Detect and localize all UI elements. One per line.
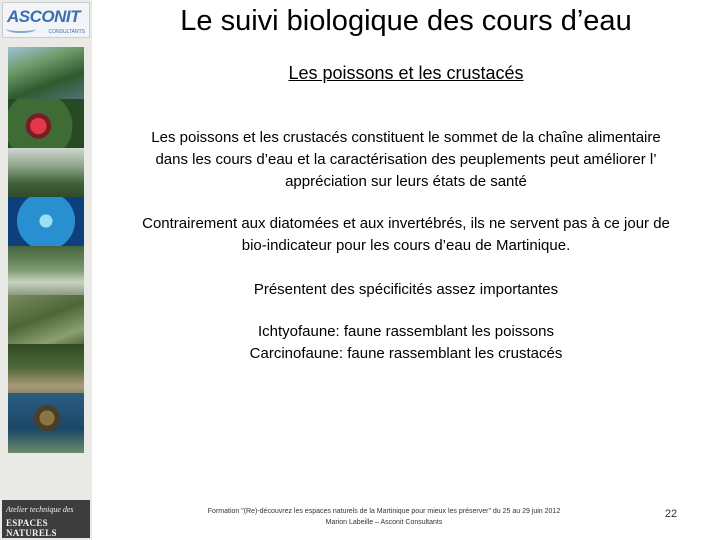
- slide-subtitle: Les poissons et les crustacés: [288, 63, 524, 83]
- turtle-shape: [30, 405, 64, 431]
- coastline-photo: [8, 47, 84, 107]
- paragraph1-line: dans les cours d’eau et la caractérisation des peuplements peut améliorer l’: [155, 151, 657, 168]
- paragraph-bio-indicator: [100, 213, 712, 257]
- definition-ichtyofaune: Ichtyofaune: faune rassemblant les poissons: [257, 323, 554, 340]
- logo-text: ASCONIT: [7, 7, 80, 26]
- paragraph-food-chain: [100, 127, 712, 193]
- slide-footer: [150, 506, 618, 528]
- atelier-badge: [2, 500, 90, 538]
- paragraph1-line: Les poissons et les crustacés constituent le sommet de la chaîne alimentaire: [151, 129, 661, 146]
- paragraph2-line: Contrairement aux diatomées et aux invertébrés, ils ne servent pas à ce jour de: [142, 215, 670, 232]
- footer-line2: Marion Labeille – Asconit Consultants: [325, 519, 443, 526]
- paragraph3-line: Présentent des spécificités assez importantes: [253, 281, 559, 298]
- footer-line1: Formation "(Re)-découvrez les espaces naturels de la Martinique pour mieux les préserver" du 25 au 29 juin 2012: [207, 508, 561, 515]
- sea-turtle-photo: [8, 393, 84, 453]
- left-sidebar: [0, 0, 92, 540]
- logo-subtext: CONSULTANTS: [48, 29, 85, 35]
- paragraph2-line: bio-indicateur pour les cours d’eau de Martinique.: [241, 237, 571, 254]
- paragraph-definitions: [100, 321, 712, 365]
- paragraph-specificities: [100, 279, 712, 301]
- definition-carcinofaune: Carcinofaune: faune rassemblant les crustacés: [249, 345, 563, 362]
- atelier-line1: Atelier technique des: [6, 505, 74, 514]
- atelier-line2: ESPACES NATURELS: [6, 518, 57, 538]
- asconit-logo: [2, 2, 90, 38]
- paragraph1-line: appréciation sur leurs états de santé: [285, 173, 527, 190]
- logo-swoosh-icon: [6, 25, 36, 33]
- page-number: 22: [664, 508, 678, 520]
- slide-title: Le suivi biologique des cours d’eau: [180, 5, 632, 37]
